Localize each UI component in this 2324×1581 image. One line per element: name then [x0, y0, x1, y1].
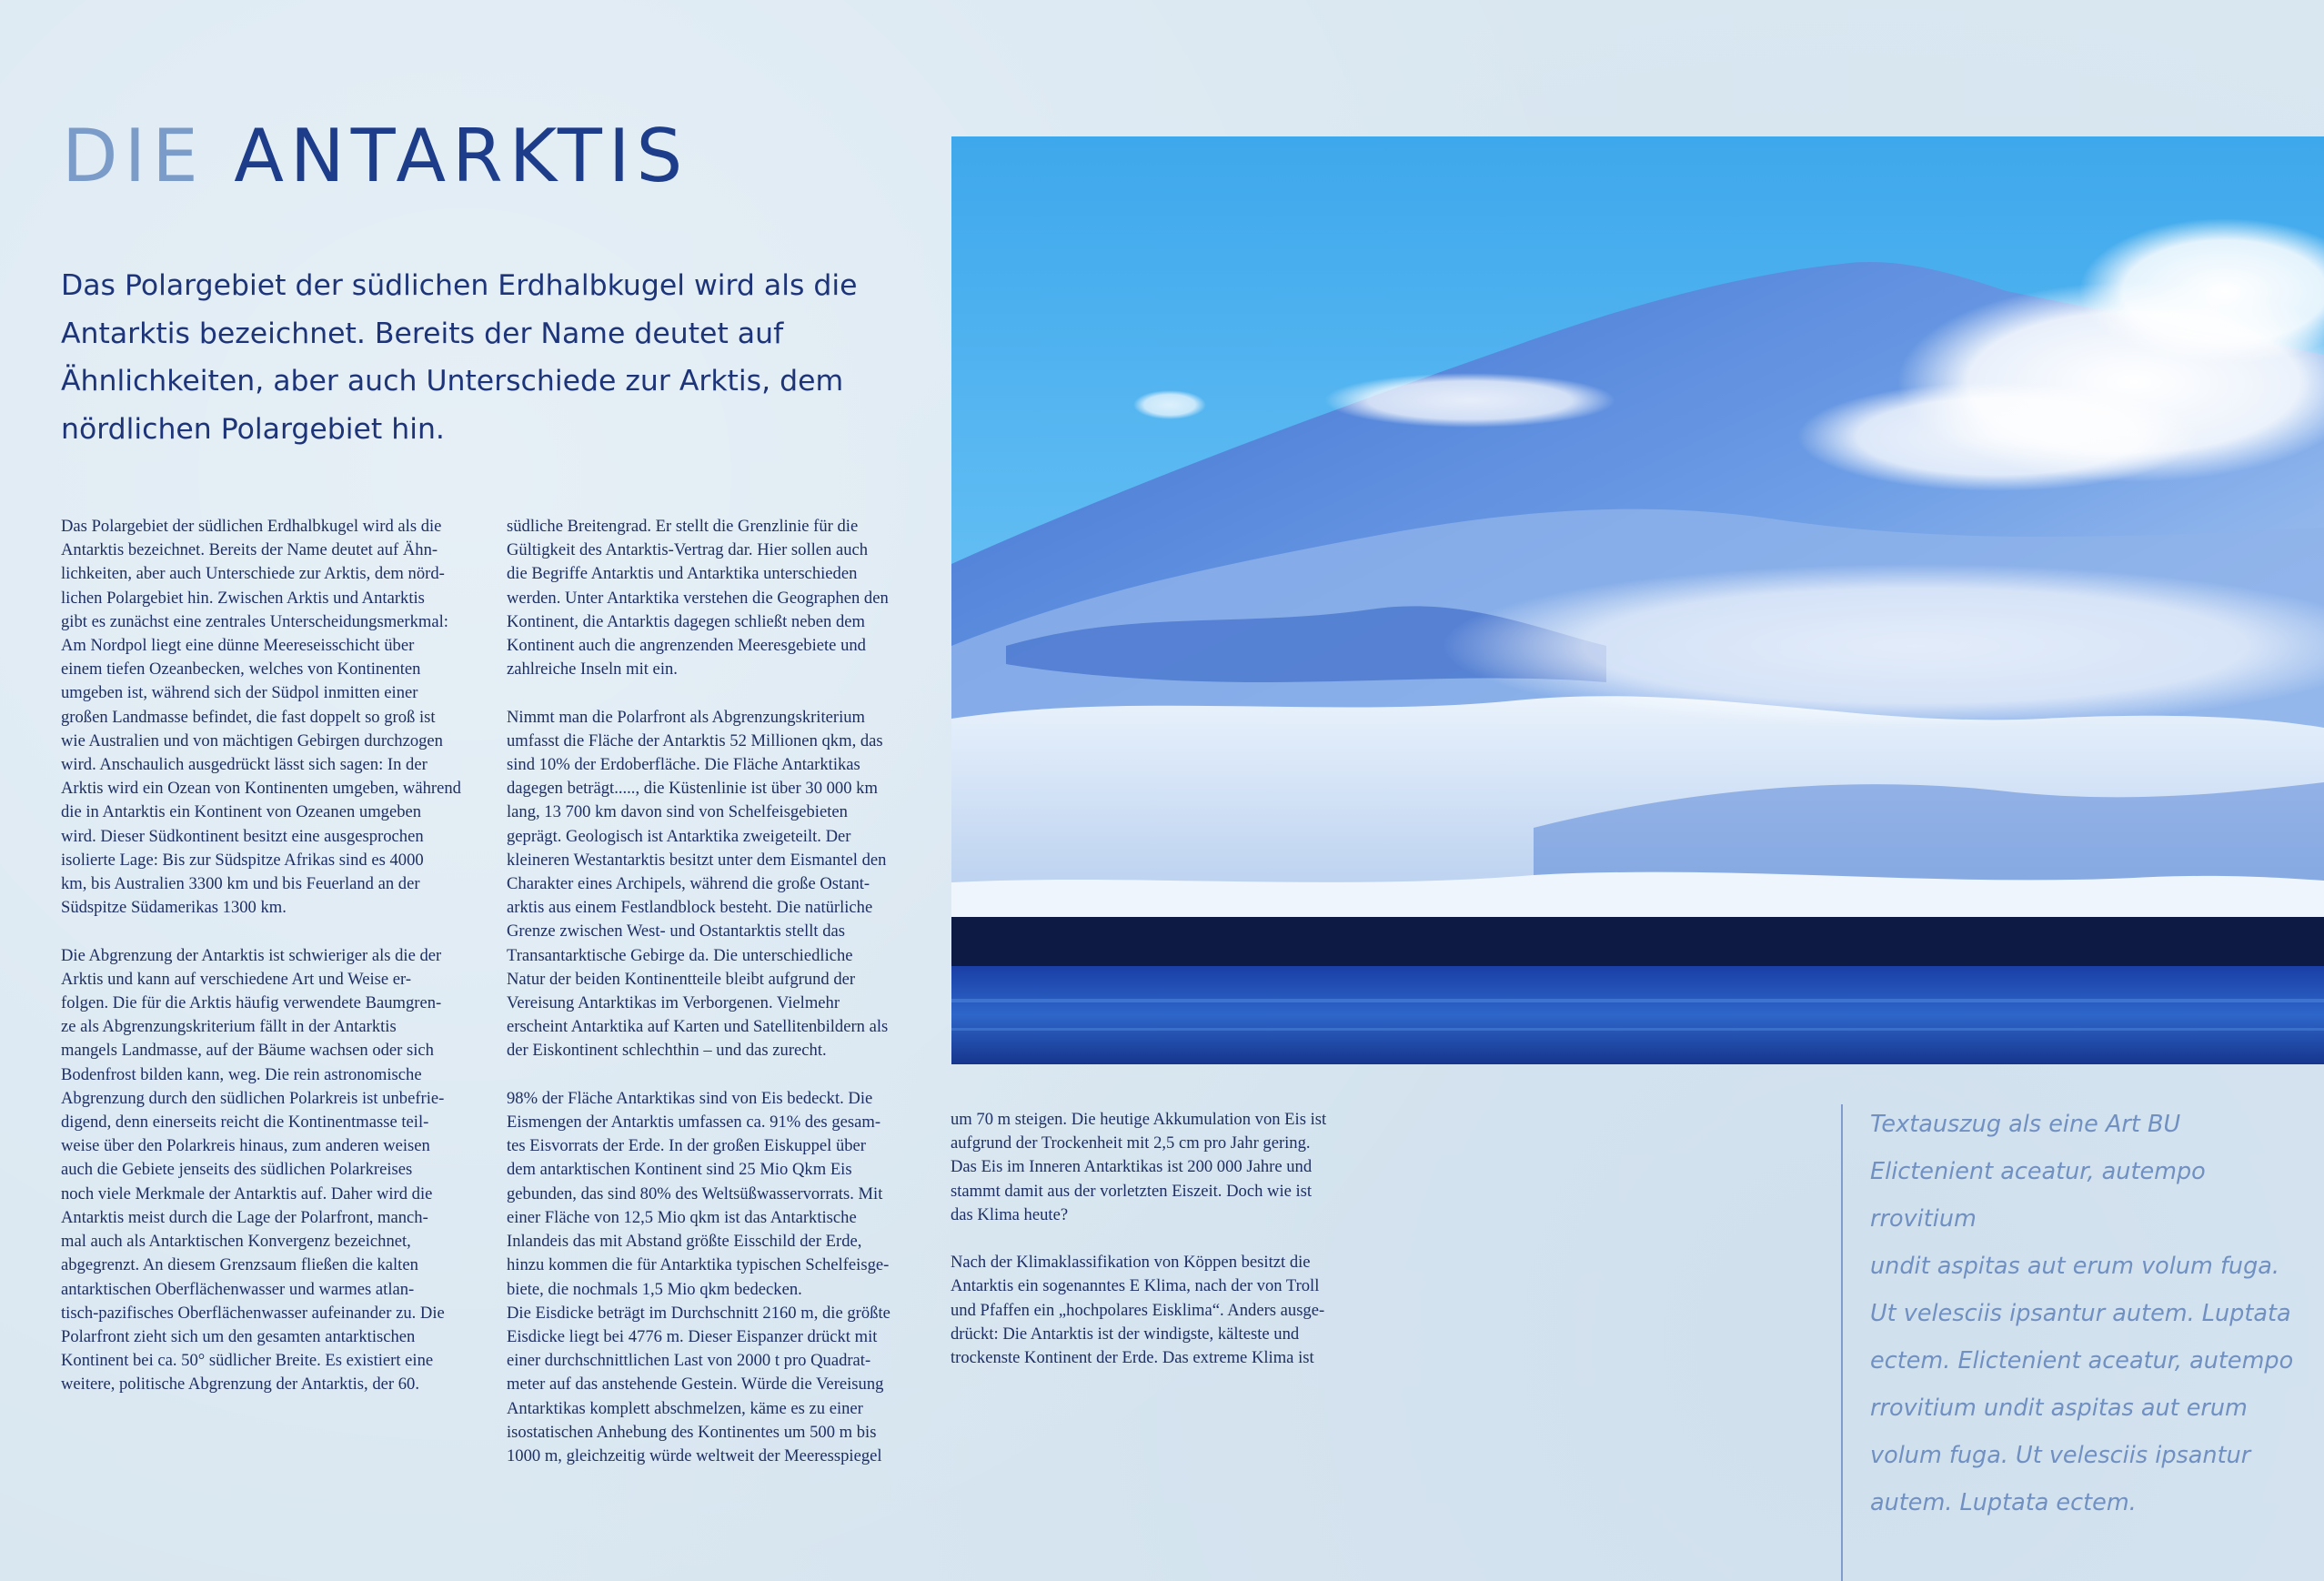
- lead-paragraph: Das Polargebiet der südlichen Erdhalbkugel wird als die Antarktis bezeichnet. Bereits der Name deutet auf Ähnlichkeiten, aber auch Unterschiede zur Arktis, dem nördlichen Polargebiet hin.: [61, 269, 858, 446]
- caption-divider: [1841, 1104, 1843, 1581]
- title-word-antarktis: ANTARKTIS: [234, 114, 689, 198]
- antarctic-mountain-photo: [951, 136, 2324, 1064]
- photo-illustration: [951, 136, 2324, 1064]
- title-word-die: DIE: [62, 114, 205, 198]
- body-column-3: um 70 m steigen. Die heutige Akkumulation von Eis ist aufgrund der Trockenheit mit 2,5 cm pro Jahr gering. Das Eis im Inneren Antarktikas ist 200 000 Jahre und stammt damit aus der vorletzten Eiszeit. Doch wie ist das Klima heute? Nach der Klimaklassifikation von Köppen besitzt die Antarktis ein sogenanntes E Klima, nach der von Troll und Pfaffen ein „hochpolares Eisklima“. Anders ausge- drückt: Die Antarktis ist der windigste, kälteste und trockenste Kontinent der Erde. Das extreme Klima ist: [951, 1110, 1327, 1368]
- photo-caption: Textauszug als eine Art BU Elictenient aceatur, autempo rrovitium undit aspitas aut erum volum fuga. Ut velesciis ipsantur autem. Luptata ectem. Elictenient aceatur, autempo rrovitium undit aspitas aut erum volum fuga. Ut velesciis ipsantur autem. Luptata ectem.: [1870, 1111, 2294, 1516]
- body-column-1: Das Polargebiet der südlichen Erdhalbkugel wird als die Antarktis bezeichnet. Bereits der Name deutet auf Ähn- lichkeiten, aber auch Unterschiede zur Arktis, dem nörd- lichen Polargebiet hin. Zwischen Arktis und Antarktis gibt es zunächst eine zentrales Unterscheidungsmerkmal: Am Nordpol liegt eine dünne Meereseisschicht über einem tiefen Ozeanbecken, welches von Kontinenten umgeben ist, während sich der Südpol inmitten einer großen Landmasse befindet, die fast doppelt so groß ist wie Australien und von mächtigen Gebirgen durchzogen wird. Anschaulich ausgedrückt lässt sich sagen: In der Arktis wird ein Ozean von Kontinenten umgeben, während die in Antarktis ein Kontinent von Ozeanen umgeben wird. Dieser Südkontinent besitzt eine ausgesprochen isolierte Lage: Bis zur Südspitze Afrikas sind es 4000 km, bis Australien 3300 km und bis Feuerland an der Südspitze Südamerikas 1300 km. Die Abgrenzung der Antarktis ist schwieriger als die der Arktis und kann auf verschiedene Art und Weise er- folgen. Die für die Arktis häufig verwendete Baumgren- ze als Abgrenzungskriterium fällt in der Antarktis mangels Landmasse, auf der Bäume wachsen oder sich Bodenfrost bilden kann, weg. Die rein astronomische Abgrenzung durch den südlichen Polarkreis ist unbefrie- digend, denn einerseits reicht die Kontinentmasse teil- weise über den Polarkreis hinaus, zum anderen weisen auch die Gebiete jenseits des südlichen Polarkreises noch viele Merkmale der Antarktis auf. Daher wird die Antarktis meist durch die Lage der Polarfront, manch- mal auch als Antarktischen Konvergenz bezeichnet, abgegrenzt. An diesem Grenzsaum fließen die kalten antarktischen Oberflächenwasser und warmes atlan- tisch-pazifisches Oberflächenwasser aufeinander zu. Die Polarfront zieht sich um den gesamten antarktischen Kontinent bei ca. 50° südlicher Breite. Es existiert eine weitere, politische Abgrenzung der Antarktis, der 60.: [61, 517, 461, 1395]
- body-column-2: südliche Breitengrad. Er stellt die Grenzlinie für die Gültigkeit des Antarktis-Vertrag dar. Hier sollen auch die Begriffe Antarktis und Antarktika unterschieden werden. Unter Antarktika verstehen die Geographen den Kontinent, die Antarktis dagegen schließt neben dem Kontinent auch die angrenzenden Meeresgebiete und zahlreiche Inseln mit ein. Nimmt man die Polarfront als Abgrenzungskriterium umfasst die Fläche der Antarktis 52 Millionen qkm, das sind 10% der Erdoberfläche. Die Fläche Antarktikas dagegen beträgt....., die Küstenlinie ist über 30 000 km lang, 13 700 km davon sind von Schelfeisgebieten geprägt. Geologisch ist Antarktika zweigeteilt. Der kleineren Westantarktis besitzt unter dem Eismantel den Charakter eines Archipels, während die große Ostant- arktis aus einem Festlandblock besteht. Die natürliche Grenze zwischen West- und Ostantarktis stellt das Transantarktische Gebirge da. Die unterschiedliche Natur der beiden Kontinentteile bleibt aufgrund der Vereisung Antarktikas im Verborgenen. Vielmehr erscheint Antarktika auf Karten und Satellitenbildern als der Eiskontinent schlechthin – und das zurecht. 98% der Fläche Antarktikas sind von Eis bedeckt. Die Eismengen der Antarktis umfassen ca. 91% des gesam- tes Eisvorrats der Erde. In der großen Eiskuppel über dem antarktischen Kontinent sind 25 Mio Qkm Eis gebunden, das sind 80% des Weltsüßwasservorrats. Mit einer Fläche von 12,5 Mio qkm ist das Antarktische Inlandeis das mit Abstand größte Eisschild der Erde, hinzu kommen die für Antarktika typischen Schelfeisge- biete, die nochmals 1,5 Mio qkm bedecken. Die Eisdicke beträgt im Durchschnitt 2160 m, die größte Eisdicke liegt bei 4776 m. Dieser Eispanzer drückt mit einer durchschnittlichen Last von 2000 t pro Quadrat- meter auf das anstehende Gestein. Würde die Vereisung Antarktikas komplett abschmelzen, käme es zu einer isostatischen Anhebung des Kontinentes um 500 m bis 1000 m, gleichzeitig würde weltweit der Meeresspiegel: [507, 517, 890, 1465]
- page-title: [62, 114, 689, 198]
